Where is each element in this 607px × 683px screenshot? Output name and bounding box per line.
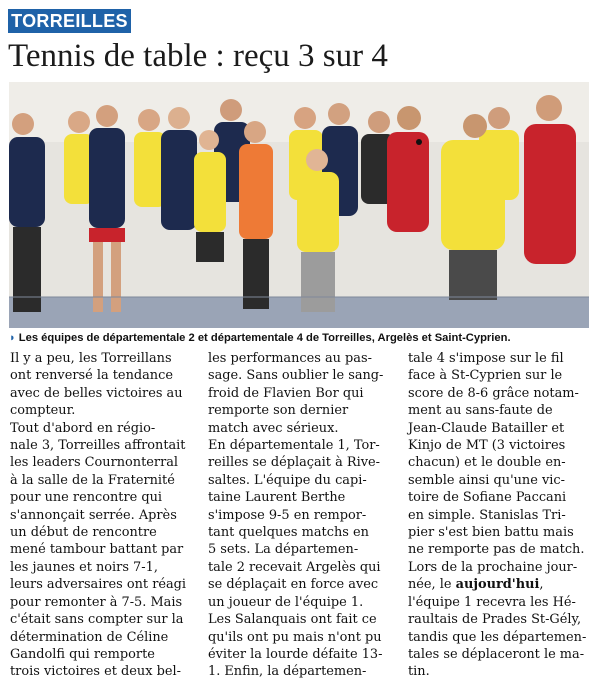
- text-line: ment au sans-faute de: [408, 403, 553, 419]
- text-line: l'équipe 1 recevra les Hé-: [408, 594, 576, 610]
- photo-caption: [9, 330, 599, 346]
- text-line: les performances au pas-: [208, 351, 372, 366]
- text-line: tin.: [408, 664, 430, 680]
- text-line: leurs adversaires ont réagi: [10, 577, 187, 593]
- text-line: en simple. Stanislas Tri-: [408, 507, 566, 523]
- text-line: tale 2 recevait Argelès qui: [208, 559, 381, 575]
- text-line: compteur.: [10, 403, 76, 419]
- text-line: Gandolfi qui remporte: [10, 646, 155, 662]
- caption-text: Les équipes de départementale 2 et départementale 4 de Torreilles, Argelès et Saint-Cyprien.: [18, 332, 511, 344]
- text-line: mené tambour battant par: [10, 542, 184, 558]
- text-line: éviter la lourde défaite 13-: [208, 646, 383, 662]
- text-line: reilles se déplaçait à Rive-: [208, 455, 380, 471]
- text-line: tandis que les départemen-: [408, 629, 587, 645]
- text-line: match avec sérieux.: [208, 420, 339, 436]
- text-fragment: ,: [539, 577, 544, 593]
- text-line: s'impose 9-5 en rempor-: [208, 507, 367, 523]
- text-line: chacun) et le double en-: [408, 455, 566, 471]
- text-line: les leaders Cournonterral: [10, 455, 179, 471]
- text-line: ne remporte pas de match.: [408, 542, 585, 558]
- emphasis-date: aujourd'hui: [455, 577, 540, 593]
- text-fragment: née, le: [408, 577, 456, 593]
- text-line: raultais de Prades St-Gély,: [408, 612, 582, 628]
- text-line: taine Laurent Berthe: [208, 490, 346, 506]
- text-line: Il y a peu, les Torreillans: [10, 351, 172, 366]
- text-line: Lors de la prochaine jour-: [408, 559, 578, 575]
- team-photo: [9, 82, 589, 328]
- text-line: pier s'est bien battu mais: [408, 525, 574, 541]
- section-tag: TORREILLES: [8, 9, 131, 33]
- article-column-3: [408, 350, 598, 681]
- text-line: tant quelques matchs en: [208, 525, 369, 541]
- text-line: c'était sans compter sur la: [10, 612, 184, 628]
- text-line: un joueur de l'équipe 1.: [208, 594, 364, 610]
- text-line: sage. Sans oublier le sang-: [208, 368, 384, 384]
- text-line: détermination de Céline: [10, 629, 169, 645]
- headline: Tennis de table : reçu 3 sur 4: [8, 38, 388, 74]
- text-line: saltes. L'équipe du capi-: [208, 472, 367, 488]
- article-column-2: [208, 350, 404, 681]
- text-line: s'annonçait serrée. Après: [10, 507, 177, 523]
- caption-marker-icon: ◗: [9, 332, 16, 344]
- text-line: se déplaçait en force avec: [208, 577, 379, 593]
- text-line: les jaunes et noirs 7-1,: [10, 559, 158, 575]
- text-line: tales se déplaceront le ma-: [408, 646, 585, 662]
- team-photo-illustration: [9, 82, 589, 328]
- text-line: 1. Enfin, la départemen-: [208, 664, 367, 680]
- text-line: Kinjo de MT (3 victoires: [408, 438, 566, 454]
- text-line: qu'ils ont pu mais n'ont pu: [208, 629, 382, 645]
- text-line: remporte son dernier: [208, 403, 349, 419]
- text-line: froid de Flavien Bor qui: [208, 385, 364, 401]
- text-line: pour remonter à 7-5. Mais: [10, 594, 183, 610]
- text-line: ont renversé la tendance: [10, 368, 173, 384]
- text-line: un début de rencontre: [10, 525, 157, 541]
- text-line: semble ainsi qu'une vic-: [408, 472, 565, 488]
- article-column-1: [10, 350, 202, 681]
- text-line: 5 sets. La départemen-: [208, 542, 359, 558]
- text-line: trois victoires et deux bel-: [10, 664, 181, 680]
- text-line: toire de Sofiane Paccani: [408, 490, 567, 506]
- text-line: à la salle de la Fraternité: [10, 472, 175, 488]
- text-line: pour une rencontre qui: [10, 490, 163, 506]
- text-line: [408, 576, 598, 593]
- text-line: score de 8-6 grâce notam-: [408, 385, 579, 401]
- text-line: avec de belles victoires au: [10, 385, 183, 401]
- text-line: Tout d'abord en régio-: [10, 420, 156, 436]
- text-line: nale 3, Torreilles affrontait: [10, 438, 186, 454]
- text-line: Jean-Claude Batailler et: [408, 420, 565, 436]
- text-line: Les Salanquais ont fait ce: [208, 612, 377, 628]
- text-line: En départementale 1, Tor-: [208, 438, 380, 454]
- text-line: tale 4 s'impose sur le fil: [408, 351, 564, 366]
- text-line: face à St-Cyprien sur le: [408, 368, 563, 384]
